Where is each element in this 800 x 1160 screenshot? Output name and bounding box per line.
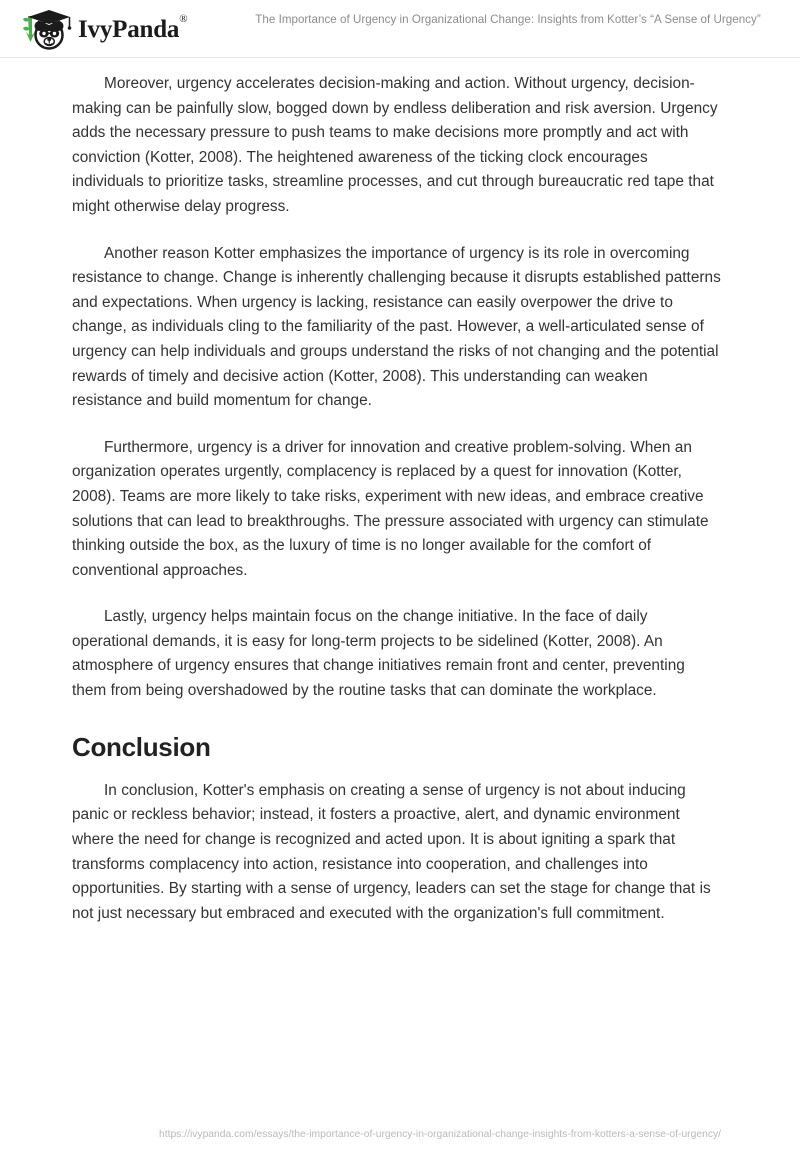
brand-name [78,13,188,43]
brand-logo[interactable] [16,6,187,52]
body-paragraph: Lastly, urgency helps maintain focus on the change initiative. In the face of daily operational demands, it is easy for long-term projects to be sidelined (Kotter, 2008). An atmosphere of urgency ensures that change initiatives remain front and center, preventing them from being overshadowed by the routine tasks that can dominate the workplace. [72,608,685,700]
body-paragraph: Furthermore, urgency is a driver for innovation and creative problem-solving. When an organization operates urgently, complacency is replaced by a quest for innovation (Kotter, 2008). Teams are more likely to take risks, experiment with new ideas, and embrace creative solutions that can lead to breakthroughs. The pressure associated with urgency can stimulate thinking outside the box, as the luxury of time is no longer available for the comfort of conventional approaches. [72,438,709,579]
body-paragraph: Moreover, urgency accelerates decision-making and action. Without urgency, decision-making can be painfully slow, bogged down by endless deliberation and risk aversion. Urgency adds the necessary pressure to push teams to make decisions more promptly and act with conviction (Kotter, 2008). The heightened awareness of the ticking clock encourages individuals to prioritize tasks, streamline processes, and cut through bureaucratic red tape that might otherwise delay progress. [72,75,718,215]
conclusion-heading: Conclusion [72,731,211,762]
source-url-link[interactable]: https://ivypanda.com/essays/the-importance-of-urgency-in-organizational-change-insights-from-kotters-a-sense-of-urgency/ [158,1129,722,1140]
document-body [0,72,800,926]
brand-name-text: IvyPanda [78,15,180,43]
page-header [0,0,800,58]
ivypanda-panda-graduate-logo-icon [16,6,72,52]
registered-mark: ® [179,13,188,26]
body-paragraph: Another reason Kotter emphasizes the importance of urgency is its role in overcoming resistance to change. Change is inherently challenging because it disrupts established patterns and expectations. When urgency is lacking, resistance can easily overpower the drive to change, as individuals cling to the familiarity of the past. However, a well-articulated sense of urgency can help individuals and groups understand the risks of not changing and the potential rewards of timely and decisive action (Kotter, 2008). This understanding can weaken resistance and build momentum for change. [72,244,721,410]
document-title-header: The Importance of Urgency in Organizational Change: Insights from Kotter’s “A Sense of Urgency” [255,13,761,26]
page-footer [0,1124,800,1142]
conclusion-paragraph: In conclusion, Kotter's emphasis on creating a sense of urgency is not about inducing panic or reckless behavior; instead, it fosters a proactive, alert, and dynamic environment where the need for change is recognized and acted upon. It is about igniting a spark that transforms complacency into action, resistance into cooperation, and challenges into opportunities. By starting with a sense of urgency, leaders can set the stage for change that is not just necessary but embraced and executed with the organization's full commitment. [72,781,711,922]
